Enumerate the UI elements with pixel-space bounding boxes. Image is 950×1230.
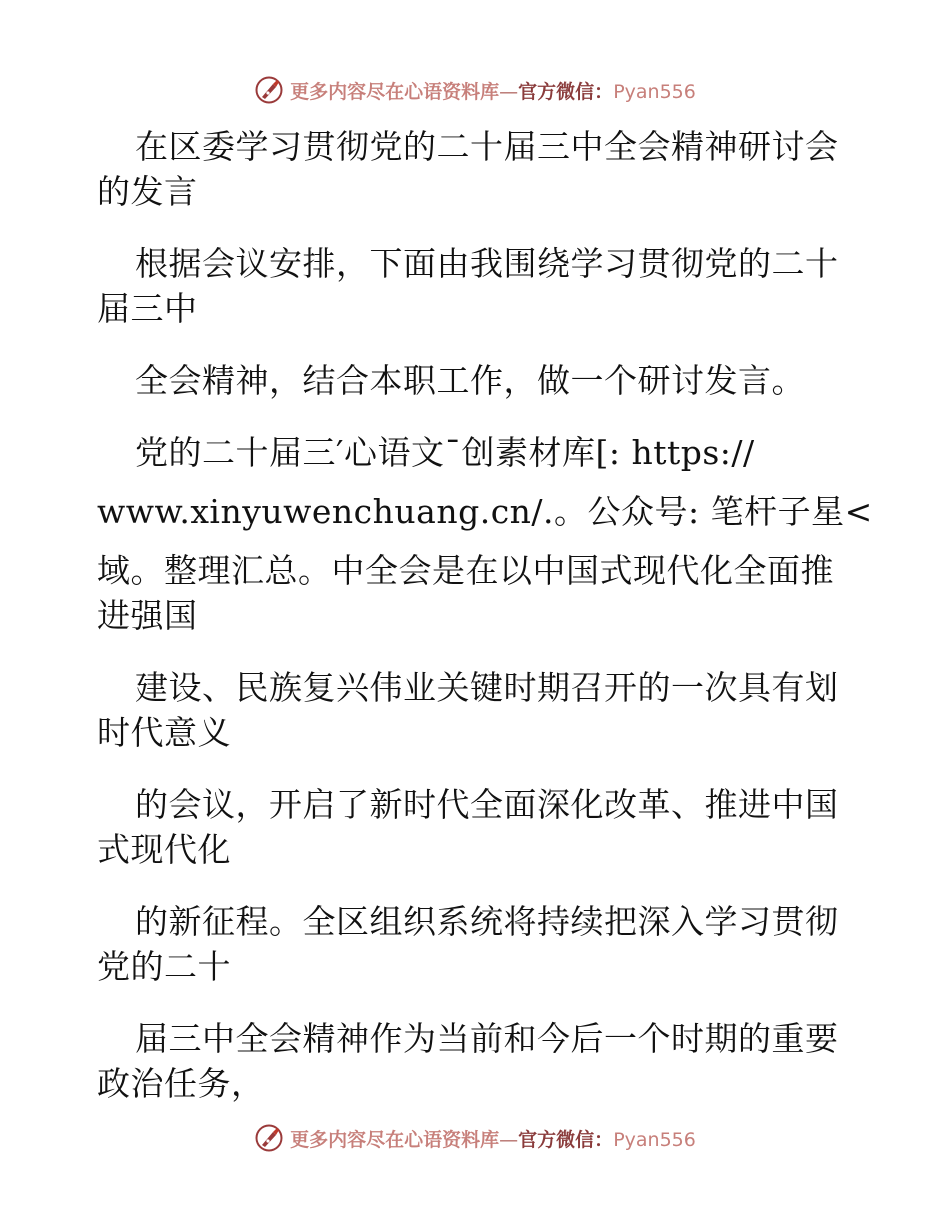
paragraph-continuation-line: 党的二十 <box>97 947 231 986</box>
paragraph-continuation-line: 的发言 <box>97 172 198 211</box>
banner-text <box>290 1125 696 1152</box>
paragraph-first-line: 届三中全会精神作为当前和今后一个时期的重要 <box>135 1019 839 1058</box>
paragraph-first-line: 在区委学习贯彻党的二十届三中全会精神研讨会 <box>135 127 839 166</box>
paragraph-first-line: 根据会议安排，下面由我围绕学习贯彻党的二十 <box>135 244 839 283</box>
paragraph-intro <box>97 241 857 331</box>
paragraph-continuation-line: 式现代化 <box>97 830 231 869</box>
paragraph <box>97 782 857 872</box>
paragraph-7 <box>97 899 857 989</box>
paragraph-first-line: 的新征程。全区组织系统将持续把深入学习贯彻 <box>135 902 839 941</box>
banner-wechat-label: 官方微信： <box>518 1128 614 1151</box>
banner-main-text: 更多内容尽在心语资料库 <box>290 80 500 103</box>
footer-watermark-banner <box>0 1118 950 1158</box>
paragraph <box>97 241 857 331</box>
paragraph-continuation-line: 进强国 <box>97 596 198 635</box>
paragraph <box>97 358 857 403</box>
paragraph <box>97 124 857 214</box>
paragraph-3 <box>97 358 857 403</box>
header-watermark-banner <box>0 70 950 110</box>
banner-wechat-label: 官方微信： <box>518 80 614 103</box>
paragraph-first-line: 全会精神，结合本职工作，做一个研讨发言。 <box>135 361 805 400</box>
banner-wechat-id: Pyan556 <box>613 80 696 103</box>
banner-dash: — <box>499 1128 519 1151</box>
paragraph <box>97 665 857 755</box>
paragraph-continuation-line: www.xinyuwenchuang.cn/.。公众号: 笔杆子星< <box>97 492 873 531</box>
pen-nib-logo-icon <box>254 1123 284 1153</box>
paragraph <box>97 1016 857 1106</box>
paragraph-first-line: 建设、民族复兴伟业关键时期召开的一次具有划 <box>135 668 839 707</box>
paragraph-4 <box>97 430 873 638</box>
paragraph-continuation-line: 时代意义 <box>97 713 231 752</box>
paragraph-5 <box>97 665 857 755</box>
paragraph-6 <box>97 782 857 872</box>
paragraph-continuation-line: 届三中 <box>97 289 198 328</box>
paragraph-title <box>97 124 857 214</box>
pen-nib-logo-icon <box>254 75 284 105</box>
paragraph <box>97 430 873 638</box>
document-body <box>97 124 873 1133</box>
paragraph-8 <box>97 1016 857 1106</box>
paragraph-first-line: 党的二十届三′心语文¯创素材库[: https:// <box>135 433 755 472</box>
banner-dash: — <box>499 80 519 103</box>
paragraph <box>97 899 857 989</box>
paragraph-first-line: 的会议，开启了新时代全面深化改革、推进中国 <box>135 785 839 824</box>
paragraph-continuation-line: 政治任务， <box>97 1064 265 1103</box>
banner-wechat-id: Pyan556 <box>613 1128 696 1151</box>
banner-main-text: 更多内容尽在心语资料库 <box>290 1128 500 1151</box>
banner-text <box>290 77 696 104</box>
paragraph-continuation-line: 域。整理汇总。中全会是在以中国式现代化全面推 <box>97 551 834 590</box>
